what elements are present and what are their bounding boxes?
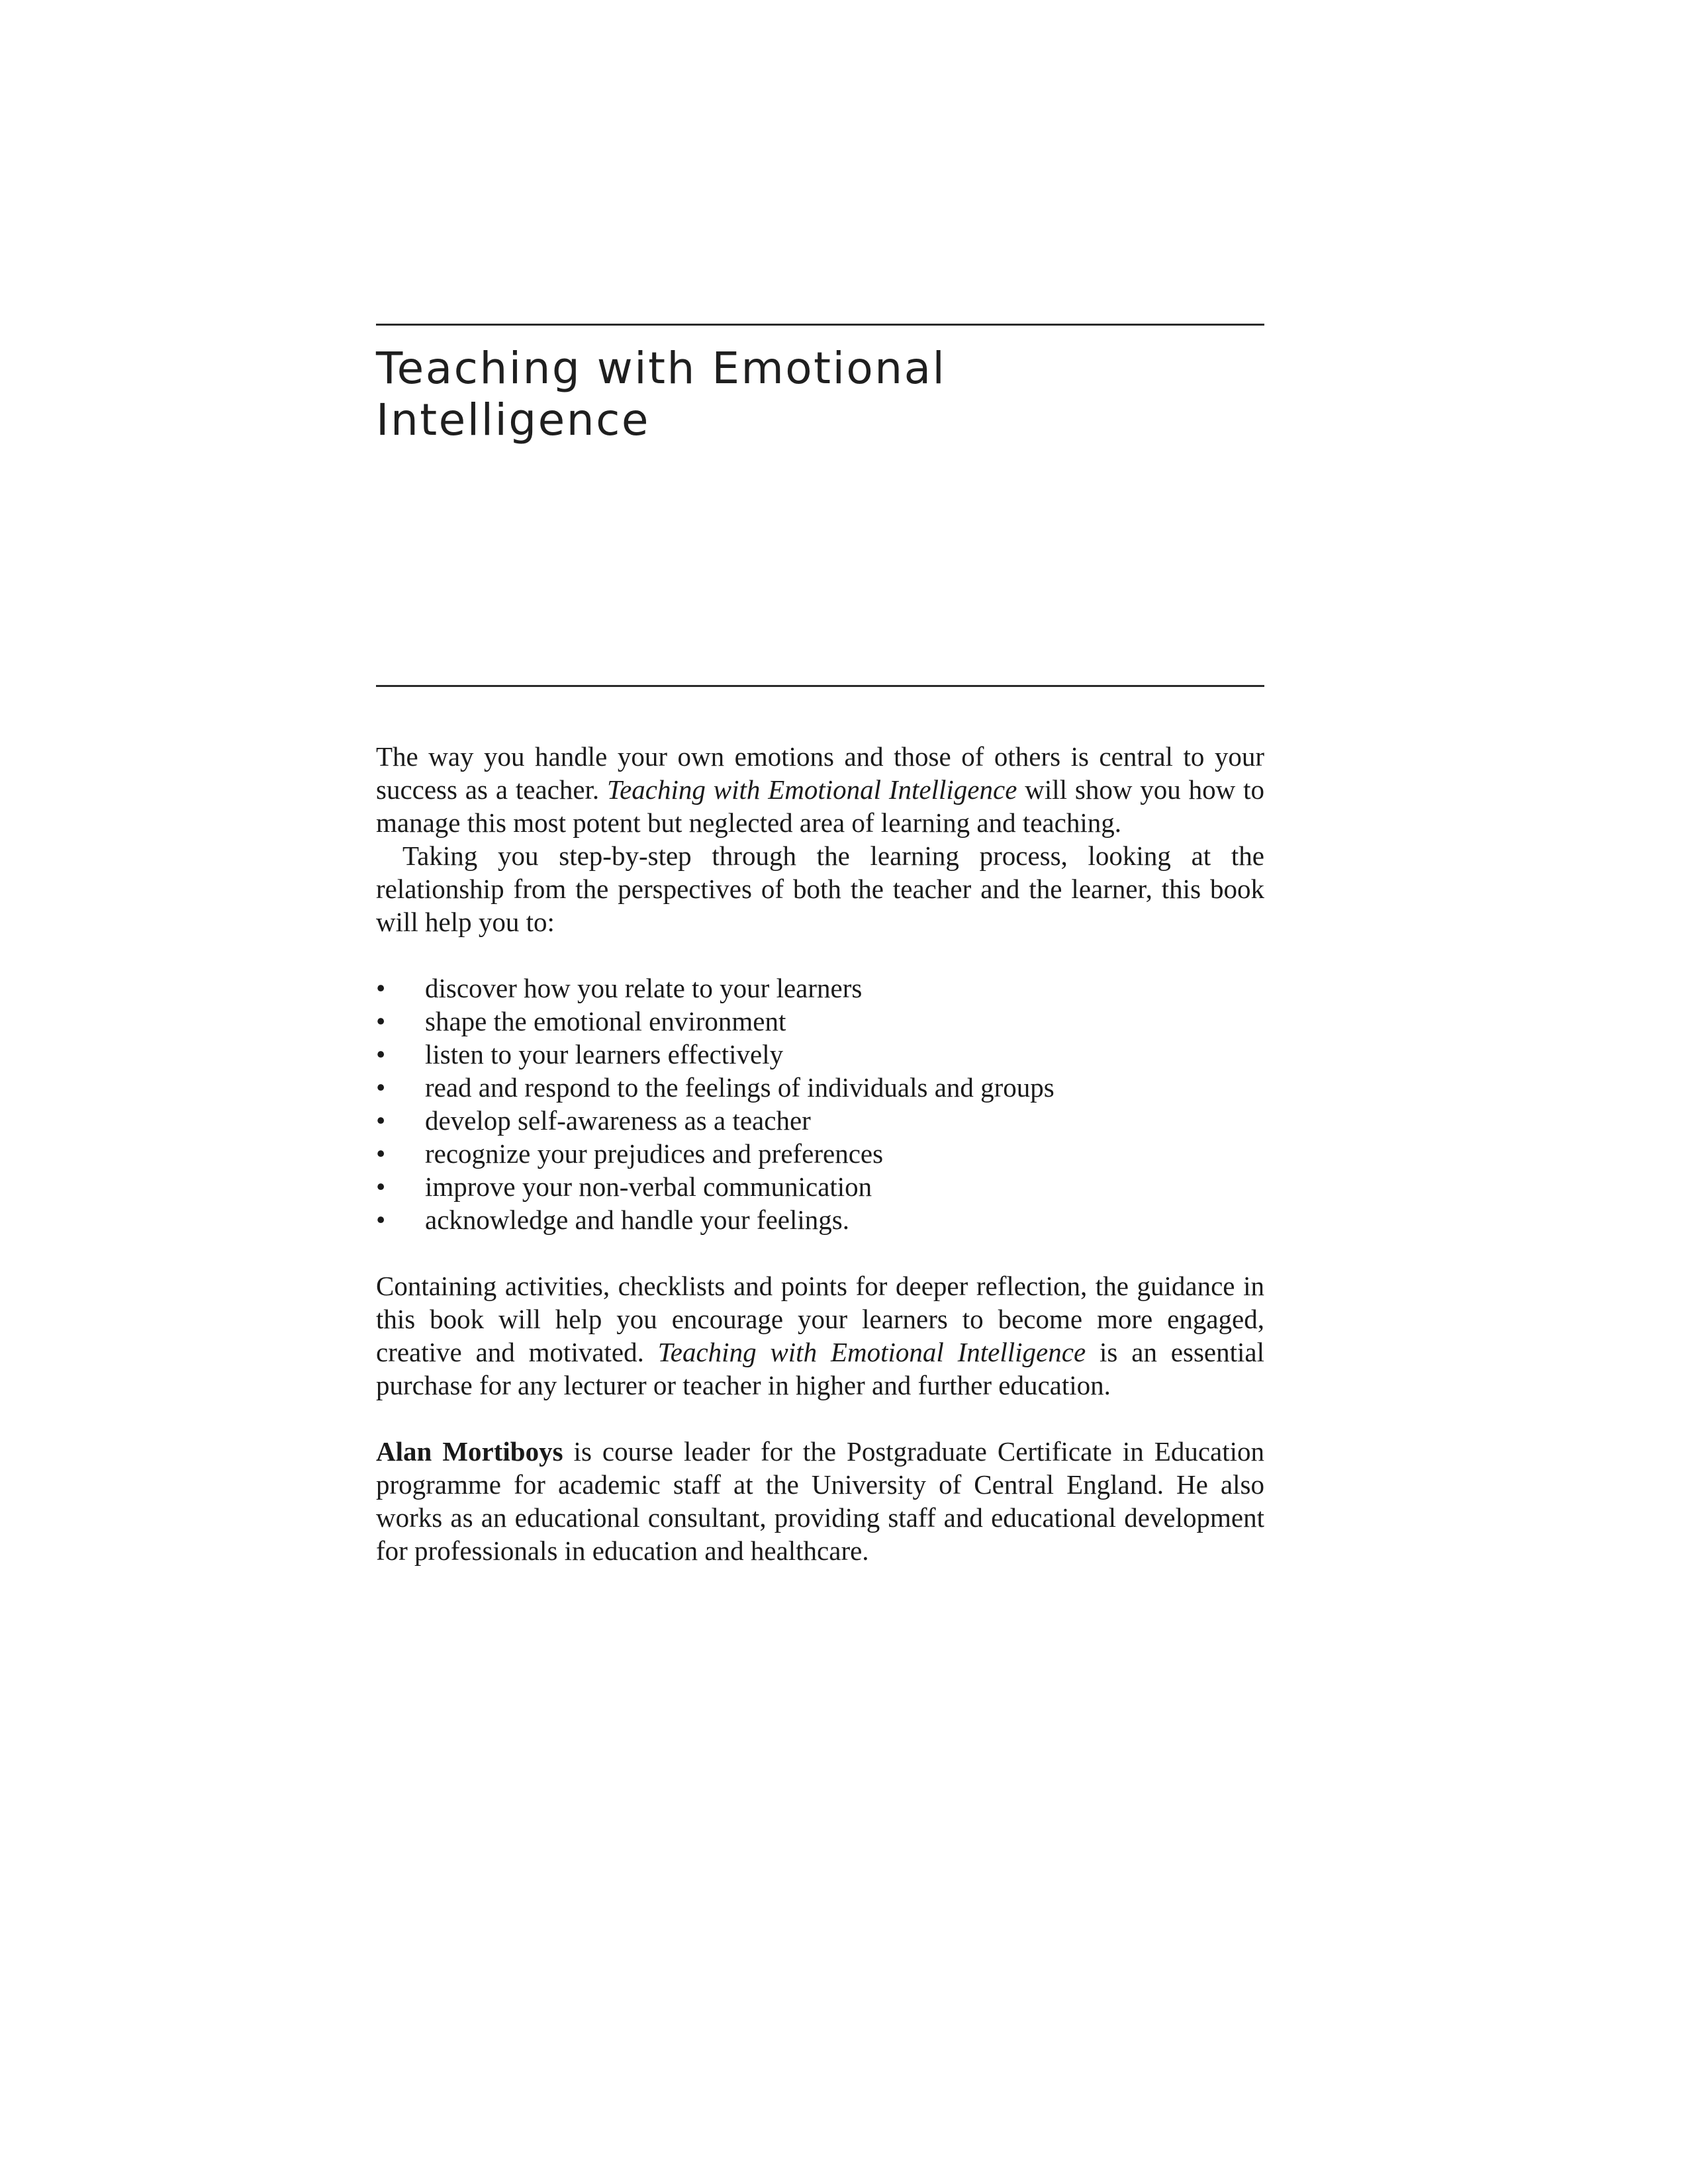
list-item-text: read and respond to the feelings of individuals and groups [425, 1072, 1055, 1103]
blurb [376, 740, 1264, 1567]
list-item [376, 1071, 1264, 1104]
list-item [376, 1038, 1264, 1071]
bottom-rule [376, 685, 1264, 687]
list-item-text: improve your non-verbal communication [425, 1171, 872, 1202]
book-title [376, 343, 1264, 446]
closing-text-start: Containing activities, checklists and points for deeper reflection, the guidance in this book will help you encourage your learners to become more engaged, creative and motivated. [376, 1271, 1264, 1367]
author-paragraph [376, 1435, 1264, 1567]
top-rule [376, 324, 1264, 326]
list-item-text: listen to your learners effectively [425, 1039, 784, 1069]
list-item-text: discover how you relate to your learners [425, 973, 863, 1003]
list-item [376, 972, 1264, 1005]
bullet-icon: • [376, 1039, 386, 1069]
list-item-text: recognize your prejudices and preferences [425, 1138, 884, 1169]
intro-text-start: The way you handle your own emotions and those of others is central to your success as a teacher. [376, 741, 1264, 805]
list-item [376, 1170, 1264, 1203]
intro-text-end: will show you how to manage this most potent but neglected area of learning and teaching. [376, 774, 1264, 838]
author-name: Alan Mortiboys [376, 1436, 563, 1467]
list-item [376, 1104, 1264, 1137]
bullet-icon: • [376, 1006, 386, 1036]
list-item-text: acknowledge and handle your feelings. [425, 1205, 849, 1235]
process-paragraph: Taking you step-by-step through the learning process, looking at the relationship from the perspectives of both the teacher and the learner, this book will help you to: [376, 841, 1264, 937]
bullet-icon: • [376, 1105, 386, 1136]
bullet-icon: • [376, 1205, 386, 1235]
bullet-icon: • [376, 1138, 386, 1169]
list-item [376, 1203, 1264, 1236]
book-title-line-1: Teaching with Emotional [376, 343, 947, 394]
book-title-line-2: Intelligence [376, 394, 651, 445]
benefits-list [376, 972, 1264, 1236]
list-item [376, 1005, 1264, 1038]
list-item [376, 1137, 1264, 1170]
closing-book-title: Teaching with Emotional Intelligence [657, 1337, 1086, 1367]
closing-paragraph [376, 1269, 1264, 1402]
author-bio: is course leader for the Postgraduate Certificate in Education programme for academic staff at the University of Central England. He also works as an educational consultant, providing staff and educational development for professionals in education and healthcare. [376, 1436, 1265, 1566]
bullet-icon: • [376, 1171, 386, 1202]
bullet-icon: • [376, 973, 386, 1003]
list-item-text: shape the emotional environment [425, 1006, 786, 1036]
closing-text-end: is an essential purchase for any lecturer or teacher in higher and further education. [376, 1337, 1264, 1400]
intro-paragraph [376, 740, 1264, 839]
list-item-text: develop self-awareness as a teacher [425, 1105, 811, 1136]
bullet-icon: • [376, 1072, 386, 1103]
intro-book-title: Teaching with Emotional Intelligence [607, 774, 1017, 805]
